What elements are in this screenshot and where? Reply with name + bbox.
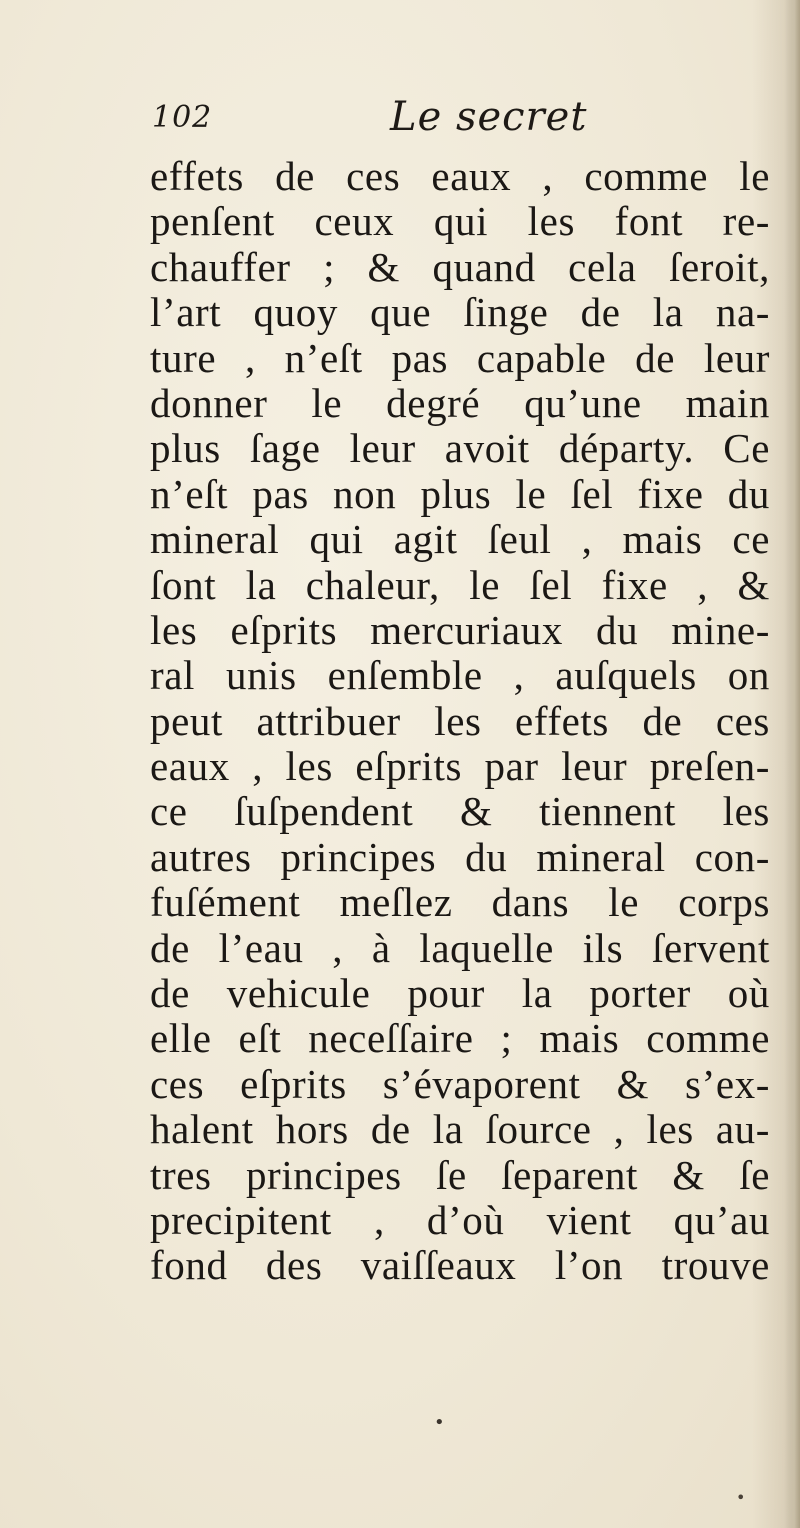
page-header [152, 96, 622, 144]
text-line: de l’eau , à laquelle ils ſervent [150, 924, 770, 971]
text-line: precipitent , d’où vient qu’au [150, 1196, 770, 1243]
text-line: plus ſage leur avoit départy. Ce [150, 425, 770, 472]
text-line: ce ſuſpendent & tiennent les [150, 788, 770, 835]
footer-mark-corner: • [736, 1488, 746, 1507]
text-line: ces eſprits s’évaporent & s’ex- [150, 1060, 770, 1107]
text-line: elle eſt neceſſaire ; mais comme [150, 1015, 770, 1062]
text-line: ral unis enſemble , auſquels on [150, 652, 770, 699]
text-line: de vehicule pour la porter où [150, 970, 770, 1017]
text-line: autres principes du mineral con- [150, 833, 770, 880]
text-line: fuſément meſlez dans le corps [150, 879, 770, 926]
text-line: peut attribuer les effets de ces [150, 697, 770, 744]
page-edge [786, 0, 800, 1528]
text-line: mineral qui agit ſeul , mais ce [150, 516, 770, 563]
text-line: donner le degré qu’une main [150, 379, 770, 426]
text-line: l’art quoy que ſinge de la na- [150, 289, 770, 336]
text-line: les eſprits mercuriaux du mine- [150, 606, 770, 653]
text-line: eaux , les eſprits par leur preſen- [150, 743, 770, 790]
running-title: Le secret [390, 94, 588, 140]
text-line: ture , n’eſt pas capable de leur [150, 334, 770, 381]
text-line: n’eſt pas non plus le ſel fixe du [150, 470, 770, 517]
text-line: fond des vaiſſeaux l’on trouve [150, 1242, 770, 1289]
footer-mark: • [434, 1412, 445, 1433]
text-line: effets de ces eaux , comme le [150, 153, 770, 199]
text-line: chauffer ; & quand cela ſeroit, [150, 243, 770, 290]
body-text [150, 154, 770, 1289]
text-line: ſont la chaleur, le ſel fixe , & [150, 561, 770, 608]
text-line: penſent ceux qui les font re- [150, 198, 770, 245]
page-number: 102 [152, 100, 213, 135]
text-line: tres principes ſe ſeparent & ſe [150, 1151, 770, 1198]
text-line: halent hors de la ſource , les au- [150, 1106, 770, 1153]
